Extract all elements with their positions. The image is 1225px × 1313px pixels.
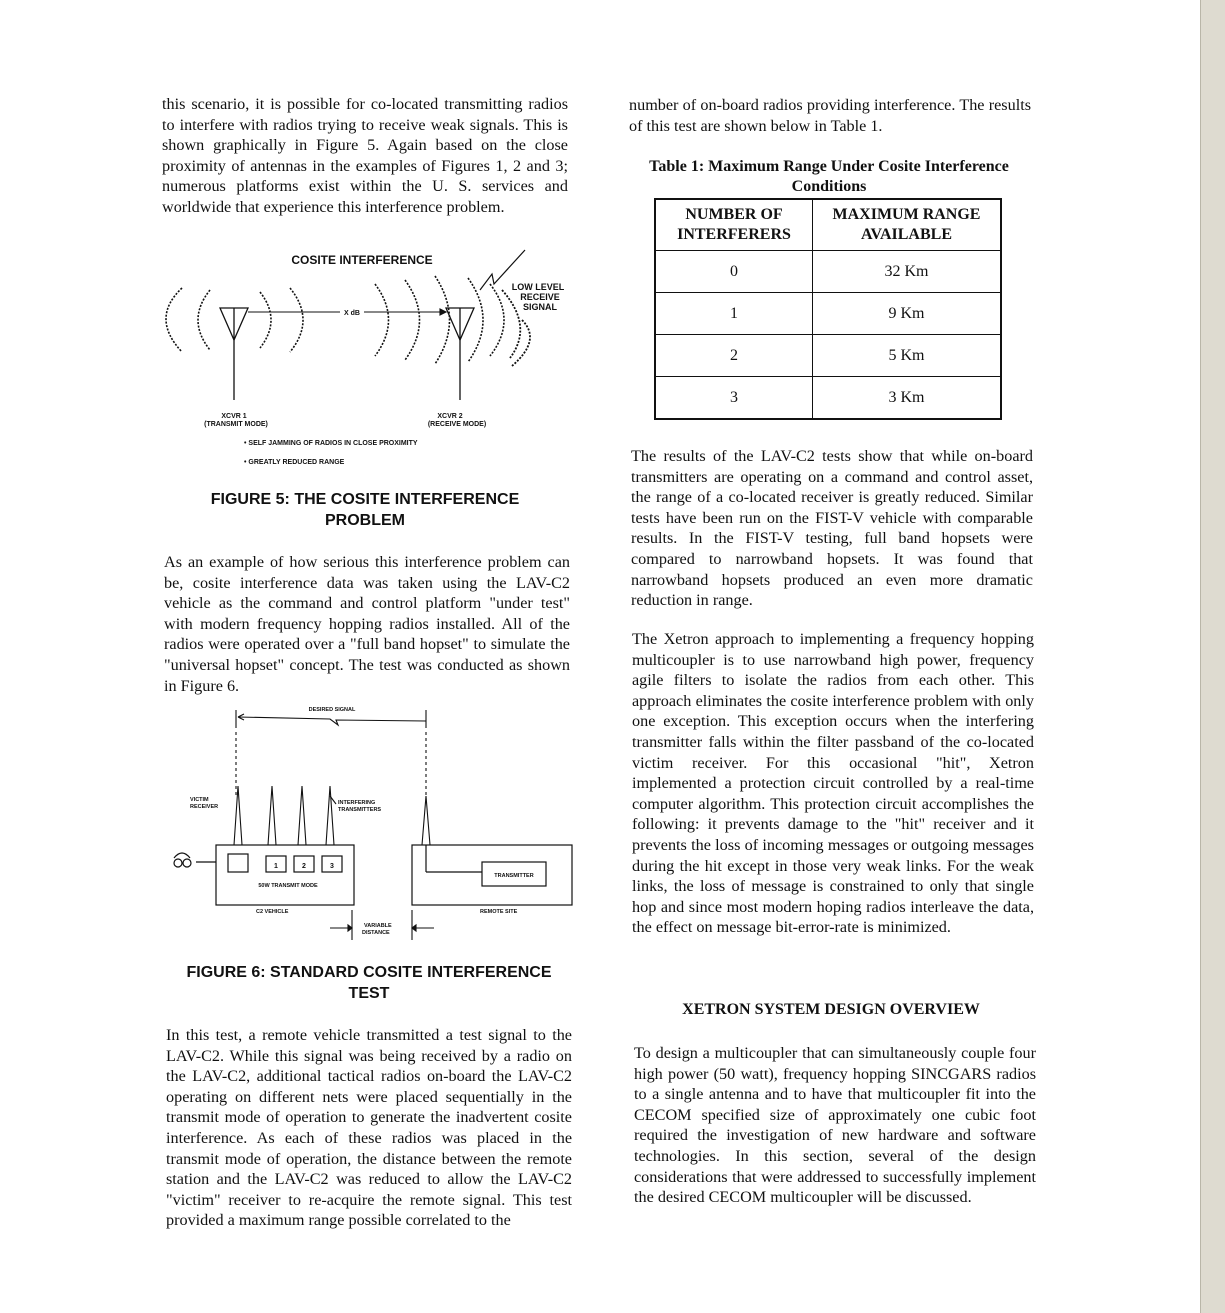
variable-line-2: DISTANCE xyxy=(362,930,390,936)
c2-vehicle-box xyxy=(174,845,354,905)
low-level-line-3: SIGNAL xyxy=(522,302,558,312)
variable-line-1: VARIABLE xyxy=(364,923,392,929)
section-heading: XETRON SYSTEM DESIGN OVERVIEW xyxy=(682,1001,980,1018)
xcvr2-antenna-icon xyxy=(446,308,474,400)
right-paragraph-2: The results of the LAV-C2 tests show that while on-board transmitters are operating on a command and control asset, the range of a co-located receiver is greatly reduced. Similar tests have been run on the FIST-V vehicle with comparable results. In the FIST-V testing, full band hopsets were compared to narrowband hopsets. It was found that narrowband hopsets produced an even more dramatic reduction in range. xyxy=(631,447,1033,610)
page-edge xyxy=(1200,0,1225,1313)
left-wave-arcs xyxy=(166,288,210,352)
figure-5-caption-line-1: FIGURE 5: THE COSITE INTERFERENCE xyxy=(210,491,520,508)
left-paragraph-2: As an example of how serious this interference problem can be, cosite interference data was taken using the LAV-C2 vehicle as the command and control platform "under test" with modern frequency hopping radios installed. All of the radios were operated over a "full band hopset" to simulate the "universal hopset" concept. The test was conducted as shown in Figure 6. xyxy=(164,553,570,695)
table-header-row xyxy=(655,199,1001,251)
desired-signal-label: DESIRED SIGNAL xyxy=(308,707,356,713)
header-number-of-interferers: NUMBER OF INTERFERERS xyxy=(655,199,813,251)
figure-6-caption-line-1: FIGURE 6: STANDARD COSITE INTERFERENCE xyxy=(186,964,552,981)
left-paragraph-1: this scenario, it is possible for co-located transmitting radios to interfere with radios trying to receive weak signals. This is shown graphically in Figure 5. Again based on the close proximity of antennas in the examples of Figures 1, 2 and 3; numerous platforms exist within the U. S. services and worldwide that experience this interference problem. xyxy=(162,95,568,216)
table-row xyxy=(655,377,1001,420)
xcvr2-label: XCVR 2 xyxy=(437,413,463,420)
table-1-caption-line-2: Conditions xyxy=(791,178,867,195)
figure-5-caption-line-2: PROBLEM xyxy=(325,512,405,529)
radio-2: 2 xyxy=(302,863,306,870)
victim-line-1: VICTIM xyxy=(190,797,209,803)
range-cell: 9 Km xyxy=(813,293,1002,335)
table-row xyxy=(655,293,1001,335)
transmitter-label: TRANSMITTER xyxy=(494,873,534,879)
xcvr1-label: XCVR 1 xyxy=(221,413,247,420)
xcvr1-antenna-icon xyxy=(220,308,248,400)
radio-3: 3 xyxy=(330,863,334,870)
table-1-caption xyxy=(624,157,1034,197)
low-level-line-2: RECEIVE xyxy=(520,292,560,302)
victim-line-2: RECEIVER xyxy=(190,804,219,810)
remote-site-box xyxy=(412,845,572,905)
range-table xyxy=(654,198,1002,420)
figure-6-diagram xyxy=(160,700,580,945)
bullet-reduced-range: • GREATLY REDUCED RANGE xyxy=(244,459,345,466)
figure-6-caption xyxy=(160,962,578,1004)
xcvr1-mode: (TRANSMIT MODE) xyxy=(204,421,268,428)
desired-signal-line xyxy=(236,710,426,795)
header-maximum-range: MAXIMUM RANGE AVAILABLE xyxy=(813,199,1002,251)
figure-5-title: COSITE INTERFERENCE xyxy=(291,253,433,267)
remote-site-label: REMOTE SITE xyxy=(480,909,518,915)
range-cell: 5 Km xyxy=(813,335,1002,377)
interfering-line-2: TRANSMITTERS xyxy=(338,807,382,813)
figure-5-caption xyxy=(160,489,570,531)
range-cell: 3 Km xyxy=(813,377,1002,420)
right-paragraph-3: The Xetron approach to implementing a frequency hopping multicoupler is to use narrowband high power, frequency agile filters to isolate the radios from each other. This approach eliminates the cosite interference problem with only one exception. This exception occurs when the interfering transmitter falls within the filter passband of the co-located victim receiver. For this occasional "hit", Xetron implemented a protection circuit controlled by a real-time computer algorithm. This protection circuit accomplishes the following: it prevents damage to the "hit" receiver and it prevents the loss of incoming messages or outgoing messages during the hit except in those very weak links. For the weak links, the loss of message is constrained to only that single hop and since most modern hoping radios interleave the data, the effect on message bit-error-rate is minimized. xyxy=(632,630,1034,937)
figure-5-diagram xyxy=(150,240,590,475)
transmit-mode-label: 50W TRANSMIT MODE xyxy=(258,883,318,889)
low-level-line-1: LOW LEVEL xyxy=(511,282,565,292)
left-paragraph-3: In this test, a remote vehicle transmitted a test signal to the LAV-C2. While this signal was being received by a radio on the LAV-C2, additional tactical radios on-board the LAV-C2 operating on different nets were placed sequentially in the transmit mode of operation to generate the inadvertent cosite interference. As each of these radios was placed in the transmit mode of operation, the distance between the remote station and the LAV-C2 was reduced to allow the LAV-C2 "victim" receiver to re-acquire the remote signal. This test provided a maximum range possible correlated to the xyxy=(166,1026,572,1230)
interfering-line-1: INTERFERING xyxy=(338,800,376,806)
right-paragraph-4: To design a multicoupler that can simultaneously couple four high power (50 watt), frequency hopping SINCGARS radios to a single antenna and to have that multicoupler fit into the CECOM specified size of approximately one cubic foot required the investigation of new hardware and software technologies. In this section, several of the design considerations that were addressed to successfully implement the desired CECOM multicoupler will be discussed. xyxy=(634,1044,1036,1207)
range-cell: 32 Km xyxy=(813,251,1002,293)
interferers-cell: 1 xyxy=(655,293,813,335)
bullet-self-jamming: • SELF JAMMING OF RADIOS IN CLOSE PROXIMITY xyxy=(244,440,418,447)
right-paragraph-1: number of on-board radios providing interference. The results of this test are shown below in Table 1. xyxy=(629,96,1031,135)
table-1-caption-line-1: Table 1: Maximum Range Under Cosite Interference xyxy=(649,158,1009,175)
xdb-label: X dB xyxy=(344,310,360,317)
figure-6-caption-line-2: TEST xyxy=(348,985,390,1002)
interferers-cell: 0 xyxy=(655,251,813,293)
c2-vehicle-label: C2 VEHICLE xyxy=(256,909,289,915)
xcvr2-mode: (RECEIVE MODE) xyxy=(427,421,487,428)
table-row xyxy=(655,335,1001,377)
table-row xyxy=(655,251,1001,293)
interference-wave-arcs xyxy=(260,276,504,364)
vehicle-antennas xyxy=(234,786,430,845)
radio-1: 1 xyxy=(274,863,278,870)
interferers-cell: 3 xyxy=(655,377,813,420)
interferers-cell: 2 xyxy=(655,335,813,377)
